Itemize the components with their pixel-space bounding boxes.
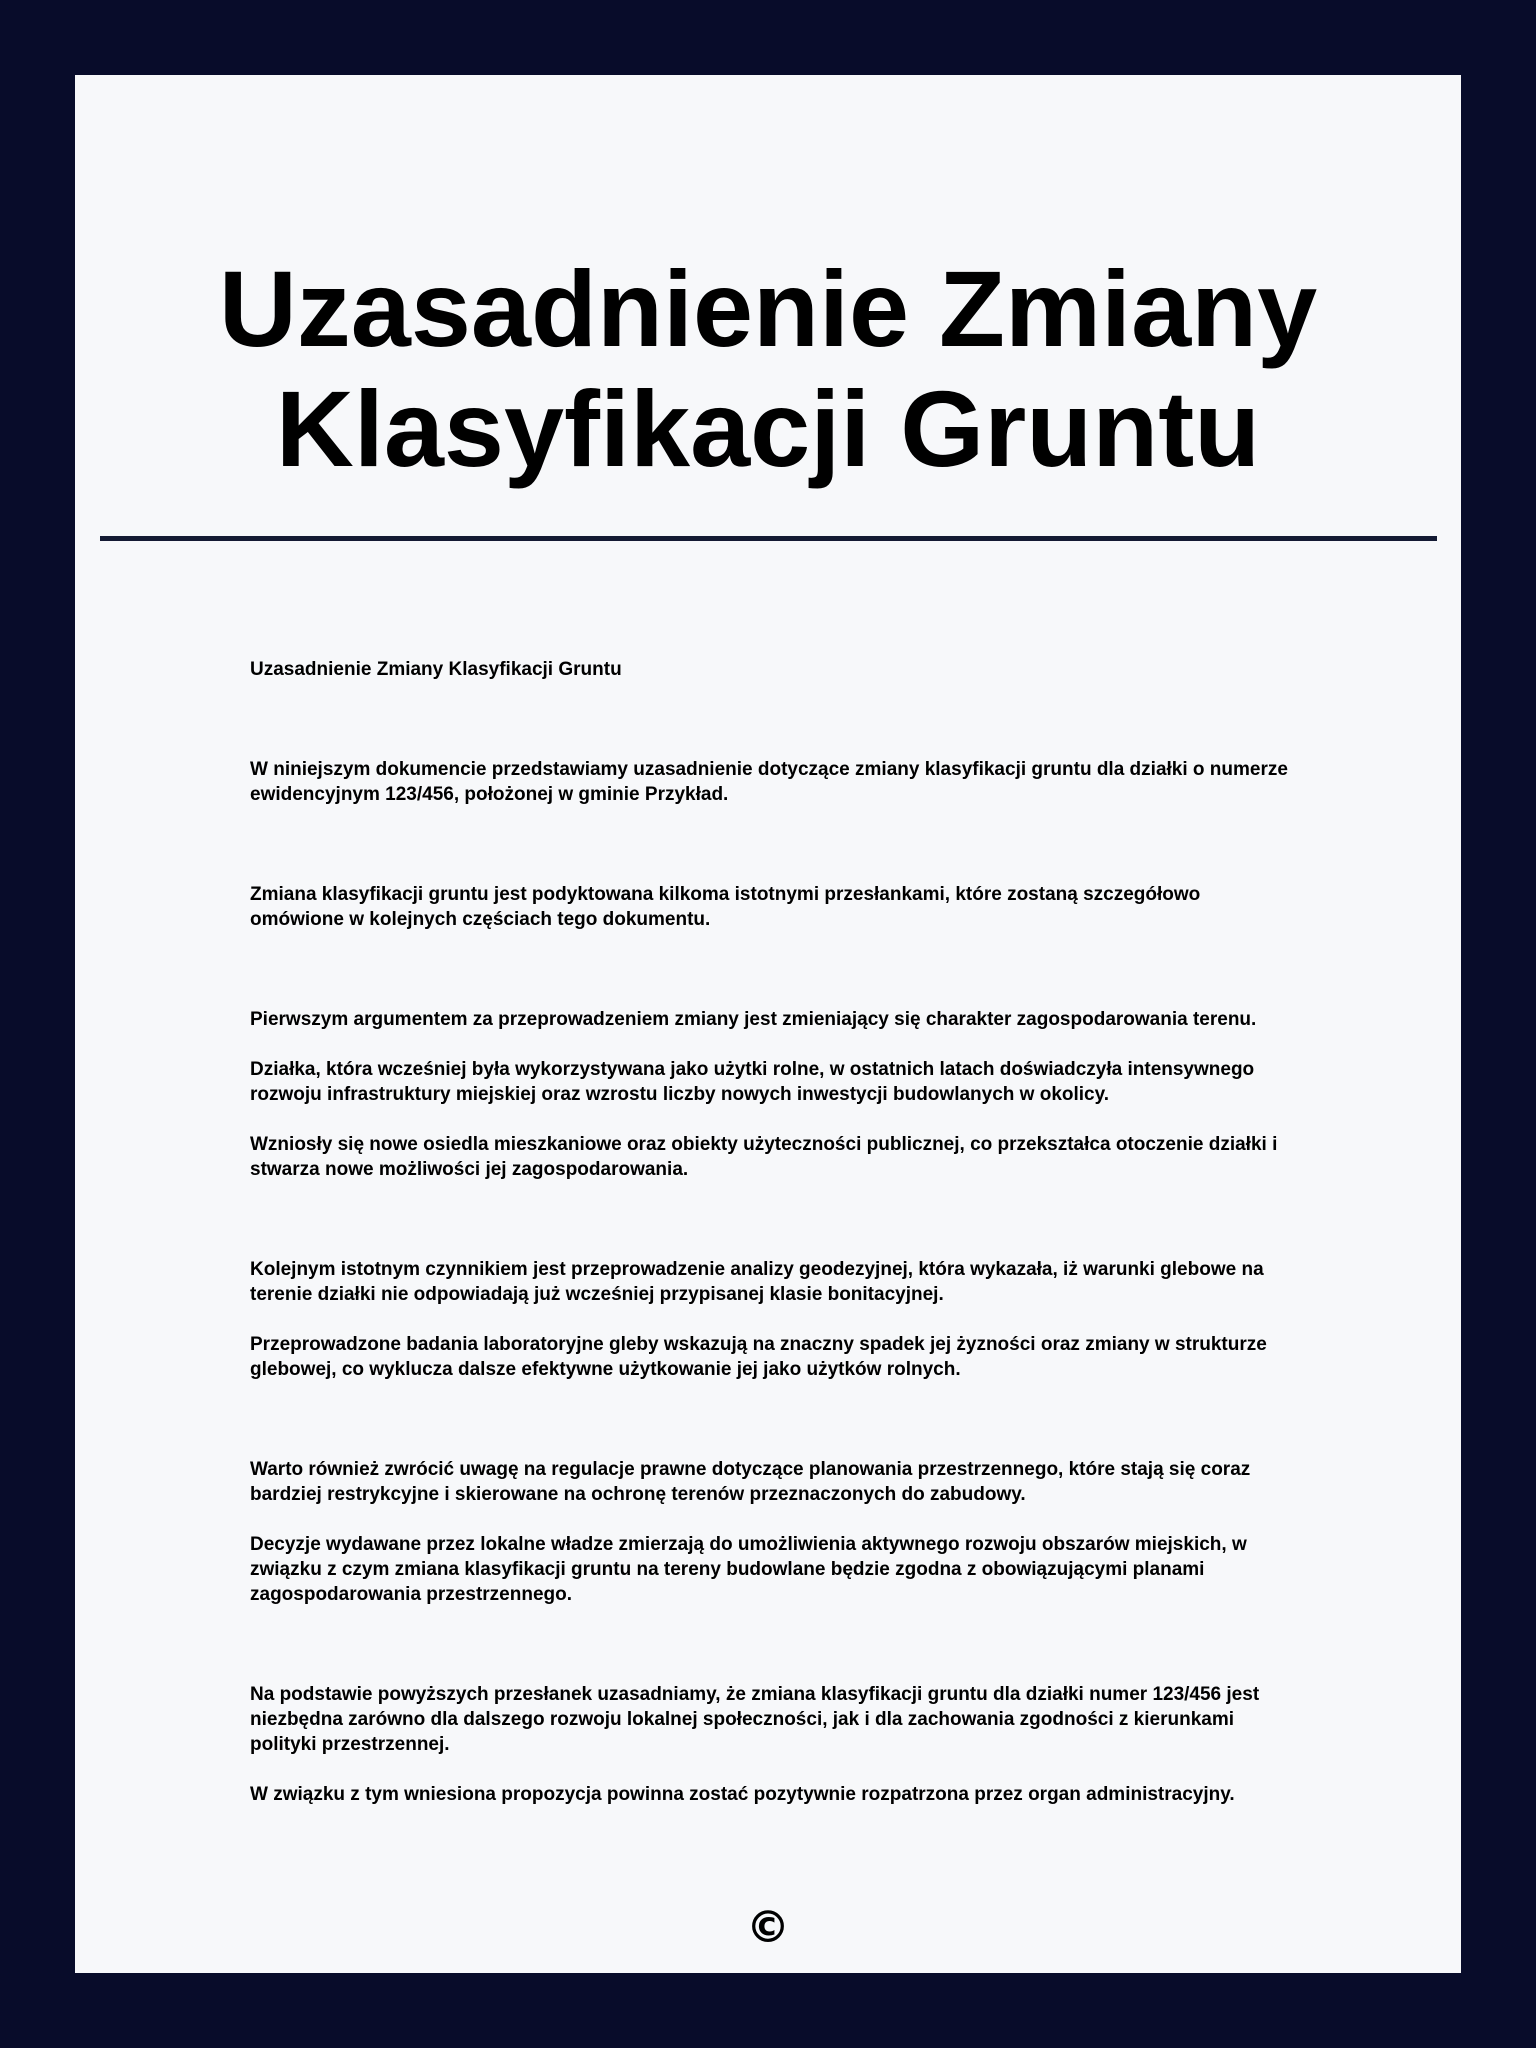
paragraph: Decyzje wydawane przez lokalne władze zmierzają do umożliwienia aktywnego rozwoju obszarów miejskich, w związku z czym zmiana klasyfikacji gruntu na tereny budowlane będzie zgodna z obowiązującymi planami zagospodarowania przestrzennego. [250, 1534, 1247, 1605]
paragraph: Zmiana klasyfikacji gruntu jest podyktowana kilkoma istotnymi przesłankami, które zostaną szczegółowo omówione w kolejnych częściach tego dokumentu. [250, 884, 1201, 930]
document-body [250, 657, 1290, 1882]
paragraph: Wzniosły się nowe osiedla mieszkaniowe oraz obiekty użyteczności publicznej, co przekształca otoczenie działki i stwarza nowe możliwości jej zagospodarowania. [250, 1134, 1278, 1180]
section-introduction [250, 757, 1290, 807]
paragraph: Pierwszym argumentem za przeprowadzeniem zmiany jest zmieniający się charakter zagospodarowania terenu. [250, 1009, 1257, 1030]
paragraph: Działka, która wcześniej była wykorzystywana jako użytki rolne, w ostatnich latach doświadczyła intensywnego rozwoju infrastruktury miejskiej oraz wzrostu liczby nowych inwestycji budowlanych w okolicy. [250, 1059, 1255, 1105]
paragraph: Na podstawie powyższych przesłanek uzasadniamy, że zmiana klasyfikacji gruntu dla działki numer 123/456 jest niezbędna zarówno dla dalszego rozwoju lokalnej społeczności, jak i dla zachowania zgodności z kierunkami polityki przestrzennej. [250, 1684, 1260, 1755]
section-geodetic-analysis [250, 1257, 1290, 1382]
title-divider [100, 536, 1437, 541]
paragraph: Warto również zwrócić uwagę na regulacje prawne dotyczące planowania przestrzennego, które stają się coraz bardziej restrykcyjne i skierowane na ochronę terenów przeznaczonych do zabudowy. [250, 1459, 1251, 1505]
section-overview [250, 882, 1290, 932]
paragraph: Kolejnym istotnym czynnikiem jest przeprowadzenie analizy geodezyjnej, która wykazała, iż warunki glebowe na terenie działki nie odpowiadają już wcześniej przypisanej klasie bonitacyjnej. [250, 1259, 1264, 1305]
paragraph: W niniejszym dokumencie przedstawiamy uzasadnienie dotyczące zmiany klasyfikacji gruntu dla działki o numerze ewidencyjnym 123/456, położonej w gminie Przykład. [250, 759, 1288, 805]
document-title: Uzasadnienie Zmiany Klasyfikacji Gruntu [218, 248, 1318, 489]
document-subtitle: Uzasadnienie Zmiany Klasyfikacji Gruntu [250, 659, 622, 680]
section-legal-regulations [250, 1457, 1290, 1607]
paragraph: W związku z tym wniesiona propozycja powinna zostać pozytywnie rozpatrzona przez organ administracyjny. [250, 1784, 1235, 1805]
document-page [75, 75, 1461, 1973]
section-conclusion [250, 1682, 1290, 1807]
section-land-use [250, 1007, 1290, 1182]
copyright-icon: © [746, 1902, 790, 1953]
paragraph: Przeprowadzone badania laboratoryjne gleby wskazują na znaczny spadek jej żyzności oraz zmiany w strukturze glebowej, co wyklucza dalsze efektywne użytkowanie jej jako użytków rolnych. [250, 1334, 1267, 1380]
